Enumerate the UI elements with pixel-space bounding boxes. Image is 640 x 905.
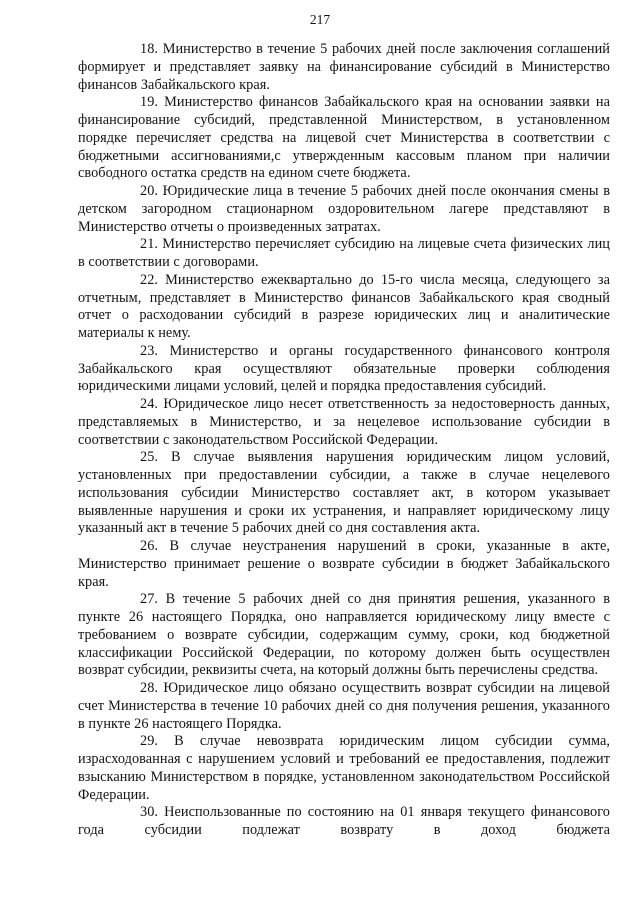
paragraph-22: 22. Министерство ежеквартально до 15-го числа месяца, следующего за отчетным, представляет в Министерство финансов Забайкальского края сводный отчет о расходовании субсидий в разрезе юридических лиц и аналитические материалы к нему. bbox=[78, 271, 610, 341]
paragraph-20: 20. Юридические лица в течение 5 рабочих дней после окончания смены в детском загородном стационарном оздоровительном лагере представляют в Министерство отчеты о произведенных затратах. bbox=[78, 183, 610, 235]
paragraph-18: 18. Министерство в течение 5 рабочих дней после заключения соглашений формирует и представляет заявку на финансирование субсидий в Министерство финансов Забайкальского края. bbox=[78, 41, 610, 93]
paragraph-26: 26. В случае неустранения нарушений в сроки, указанные в акте, Министерство принимает решение о возврате субсидии в бюджет Забайкальского края. bbox=[78, 538, 610, 590]
paragraph-29: 29. В случае невозврата юридическим лицом субсидии сумма, израсходованная с нарушением условий и требований ее предоставления, подлежит взысканию Министерством в порядке, установленном законодательством Российской Федерации. bbox=[78, 733, 610, 803]
paragraph-23: 23. Министерство и органы государственного финансового контроля Забайкальского края осуществляют обязательные проверки соблюдения юридическими лицами условий, целей и порядка предоставления субсидий. bbox=[78, 342, 610, 395]
paragraph-30: 30. Неиспользованные по состоянию на 01 января текущего финансового года субсидии подлежат возврату в доход бюджета bbox=[78, 804, 610, 838]
paragraph-27: 27. В течение 5 рабочих дней со дня принятия решения, указанного в пункте 26 настоящего Порядка, оно направляется юридическому лицу вместе с требованием о возврате субсидии, содержащим сумму, сроки, код бюджетной классификации Российской Федерации, по которому должен быть осуществлен возврат субсидии, реквизиты счета, на который должны быть перечислены средства. bbox=[78, 591, 610, 679]
paragraph-28: 28. Юридическое лицо обязано осуществить возврат субсидии на лицевой счет Министерства в течение 10 рабочих дней со дня получения решения, указанного в пункте 26 настоящего Порядка. bbox=[78, 680, 610, 732]
paragraph-25: 25. В случае выявления нарушения юридическим лицом условий, установленных при предоставлении субсидии, а также в случае нецелевого использования субсидии Министерство составляет акт, в котором указывает выявленные нарушения и сроки их устранения, и направляет юридическому лицу указанный акт в течение 5 рабочих дней со дня составления акта. bbox=[78, 449, 610, 537]
paragraph-21: 21. Министерство перечисляет субсидию на лицевые счета физических лиц в соответствии с договорами. bbox=[78, 236, 610, 270]
page-number: 217 bbox=[309, 12, 331, 27]
paragraph-19: 19. Министерство финансов Забайкальского края на основании заявки на финансирование субсидий, представленной Министерством, в установленном порядке перечисляет средства на лицевой счет Министерства в соответствии с бюджетными ассигнованиями,с утвержденным кассовым планом при наличии свободного остатка средств на едином счете бюджета. bbox=[78, 94, 610, 182]
document-body bbox=[78, 41, 610, 840]
paragraph-24: 24. Юридическое лицо несет ответственность за недостоверность данных, представляемых в Министерство, и за нецелевое использование субсидии в соответствии с законодательством Российской Федерации. bbox=[78, 396, 610, 448]
